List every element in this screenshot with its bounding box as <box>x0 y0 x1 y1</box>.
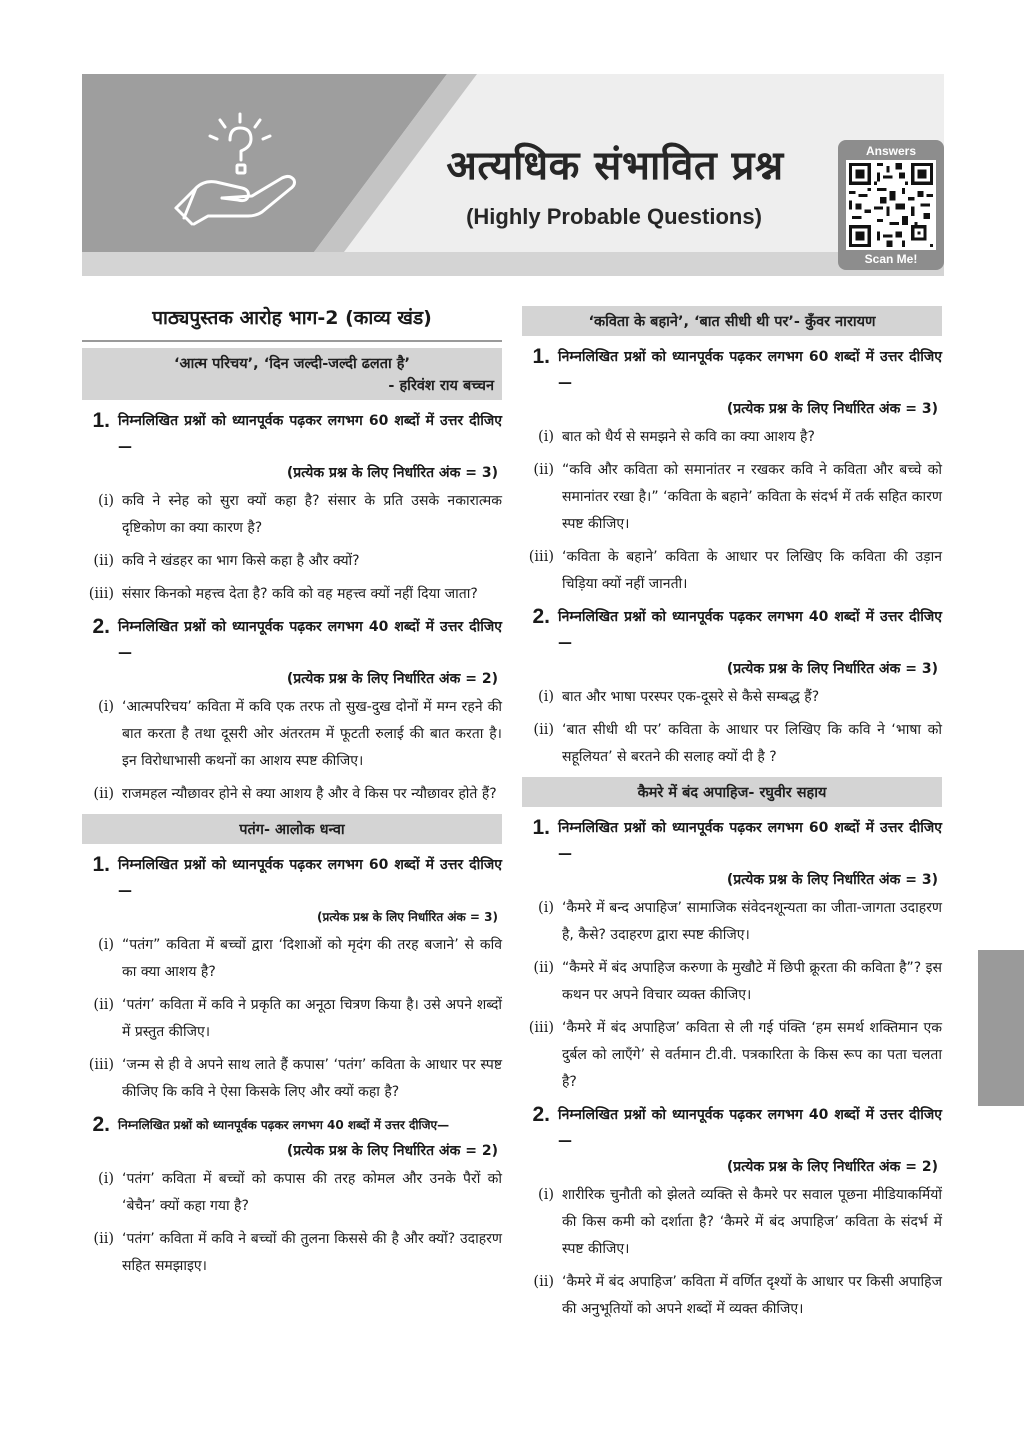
sub-text: “कैमरे में बंद अपाहिज करुणा के मुखौटे में छिपी क्रूरता की कविता है”? इस कथन पर अपने विचार व्यक्त कीजिए। <box>562 960 942 1003</box>
question-number: 2. <box>92 615 110 638</box>
question-number: 1. <box>532 345 550 368</box>
section-heading <box>82 348 502 400</box>
sub-label: (i) <box>98 493 114 509</box>
qr-top-label: Answers <box>865 144 917 158</box>
section-poet: - हरिवंश राय बच्चन <box>388 378 494 394</box>
question-block <box>522 344 942 598</box>
sub-question <box>522 895 942 949</box>
question-instruction: निम्नलिखित प्रश्नों को ध्यानपूर्वक पढ़कर लगभग 40 शब्दों में उत्तर दीजिए — <box>118 619 502 661</box>
sub-text: ‘कैमरे में बंद अपाहिज’ कविता से ली गई पंक्ति ‘हम समर्थ शक्तिमान एक दुर्बल को लाएँगे’ से वर्तमान टी.वी. पत्रकारिता के किस रूप का पता चलता है? <box>562 1020 942 1090</box>
qr-code-icon[interactable] <box>846 160 936 250</box>
sub-label: (ii) <box>93 786 114 802</box>
sub-text: ‘बात सीधी थी पर’ कविता के आधार पर लिखिए कि कवि ने ‘भाषा को सहूलियत’ से बरतने की सलाह क्यों दी है ? <box>562 722 942 765</box>
qr-bottom-label: Scan Me! <box>864 252 918 266</box>
question-instruction: निम्नलिखित प्रश्नों को ध्यानपूर्वक पढ़कर लगभग 60 शब्दों में उत्तर दीजिए — <box>118 857 502 899</box>
sub-text: “कवि और कविता को समानांतर न रखकर कवि ने कविता और बच्चे को समानांतर रखा है।” ‘कविता के बहाने’ कविता के संदर्भ में तर्क सहित कारण स्पष्ट कीजिए। <box>562 462 942 532</box>
sub-question <box>82 1166 502 1220</box>
question-number: 1. <box>532 816 550 839</box>
sub-question <box>522 1182 942 1263</box>
sub-label: (iii) <box>528 549 554 565</box>
sub-question <box>522 1015 942 1096</box>
question-instruction: निम्नलिखित प्रश्नों को ध्यानपूर्वक पढ़कर लगभग 60 शब्दों में उत्तर दीजिए— <box>558 820 942 862</box>
sub-question <box>522 955 942 1009</box>
sub-label: (i) <box>538 689 554 705</box>
section-title: ‘आत्म परिचय’, ‘दिन जल्दी-जल्दी ढलता है’ <box>173 356 411 372</box>
sub-question <box>82 781 502 808</box>
sub-question <box>82 992 502 1046</box>
sub-question <box>82 1226 502 1280</box>
section-heading <box>522 777 942 807</box>
question-block <box>522 1102 942 1323</box>
marks-note: (प्रत्येक प्रश्न के लिए निर्धारित अंक = 3) <box>726 872 938 888</box>
question-number: 2. <box>92 1113 110 1136</box>
sub-label: (ii) <box>93 553 114 569</box>
book-title: पाठ्यपुस्तक आरोह भाग-2 (काव्य खंड) <box>82 298 502 342</box>
section-title: ‘कविता के बहाने’, ‘बात सीधी थी पर’- कुँवर नारायण <box>588 314 876 330</box>
page-subtitle: (Highly Probable Questions) <box>466 204 762 229</box>
sub-label: (i) <box>538 1187 554 1203</box>
question-block <box>522 604 942 771</box>
qr-code-box[interactable] <box>838 140 944 270</box>
sub-label: (iii) <box>88 1057 114 1073</box>
question-instruction: निम्नलिखित प्रश्नों को ध्यानपूर्वक पढ़कर लगभग 60 शब्दों में उत्तर दीजिए— <box>118 413 502 455</box>
sub-label: (i) <box>538 900 554 916</box>
question-block <box>82 1112 502 1280</box>
side-tab-marker <box>978 950 1024 1106</box>
sub-question <box>522 544 942 598</box>
right-column <box>522 298 942 1329</box>
question-block <box>82 408 502 608</box>
sub-text: ‘कैमरे में बन्द अपाहिज’ सामाजिक संवेदनशून्यता का जीता-जागता उदाहरण है, कैसे? उदाहरण द्वारा स्पष्ट कीजिए। <box>562 900 942 943</box>
sub-text: कवि ने स्नेह को सुरा क्यों कहा है? संसार के प्रति उसके नकारात्मक दृष्टिकोण का क्या कारण है? <box>122 493 502 536</box>
section-heading <box>522 306 942 336</box>
question-instruction: निम्नलिखित प्रश्नों को ध्यानपूर्वक पढ़कर लगभग 60 शब्दों में उत्तर दीजिए— <box>558 349 942 391</box>
sub-label: (iii) <box>528 1020 554 1036</box>
marks-note: (प्रत्येक प्रश्न के लिए निर्धारित अंक = 3) <box>316 910 498 924</box>
question-block <box>82 852 502 1106</box>
left-column <box>82 298 502 1286</box>
sub-question <box>522 1269 942 1323</box>
hand-question-icon <box>170 110 310 230</box>
question-instruction: निम्नलिखित प्रश्नों को ध्यानपूर्वक पढ़कर लगभग 40 शब्दों में उत्तर दीजिए— <box>558 1107 942 1149</box>
marks-note: (प्रत्येक प्रश्न के लिए निर्धारित अंक = 2) <box>726 1159 938 1175</box>
sub-question <box>82 488 502 542</box>
question-number: 2. <box>532 605 550 628</box>
sub-question <box>522 424 942 451</box>
sub-question <box>82 548 502 575</box>
sub-text: “पतंग” कविता में बच्चों द्वारा ‘दिशाओं को मृदंग की तरह बजाने’ से कवि का क्या आशय है? <box>122 937 502 980</box>
sub-question <box>82 1052 502 1106</box>
sub-label: (i) <box>98 937 114 953</box>
sub-label: (i) <box>538 429 554 445</box>
sub-text: ‘पतंग’ कविता में बच्चों को कपास की तरह कोमल और उनके पैरों को ‘बेचैन’ क्यों कहा गया है? <box>122 1171 502 1214</box>
sub-text: राजमहल न्यौछावर होने से क्या आशय है और वे किस पर न्यौछावर होते हैं? <box>122 786 497 802</box>
sub-text: ‘कविता के बहाने’ कविता के आधार पर लिखिए कि कविता की उड़ान चिड़िया क्यों नहीं जानती। <box>562 549 942 592</box>
sub-text: ‘पतंग’ कविता में कवि ने बच्चों की तुलना किससे की है और क्यों? उदाहरण सहित समझाइए। <box>122 1231 502 1274</box>
sub-question <box>522 684 942 711</box>
question-instruction: निम्नलिखित प्रश्नों को ध्यानपूर्वक पढ़कर लगभग 40 शब्दों में उत्तर दीजिए— <box>118 1118 450 1132</box>
banner-bottom-strip <box>82 252 944 276</box>
sub-question <box>82 694 502 775</box>
marks-note: (प्रत्येक प्रश्न के लिए निर्धारित अंक = 3) <box>726 401 938 417</box>
sub-label: (ii) <box>93 997 114 1013</box>
question-number: 1. <box>92 853 110 876</box>
sub-question <box>522 457 942 538</box>
question-number: 2. <box>532 1103 550 1126</box>
question-block <box>82 614 502 808</box>
sub-text: कवि ने खंडहर का भाग किसे कहा है और क्यों? <box>122 553 360 569</box>
sub-text: शारीरिक चुनौती को झेलते व्यक्ति से कैमरे पर सवाल पूछना मीडियाकर्मियों की किस कमी को दर्शाता है? ‘कैमरे में बंद अपाहिज’ कविता के संदर्भ में स्पष्ट कीजिए। <box>562 1187 942 1257</box>
sub-label: (i) <box>98 1171 114 1187</box>
sub-text: संसार किनको महत्त्व देता है? कवि को वह महत्त्व क्यों नहीं दिया जाता? <box>122 586 478 602</box>
section-title: कैमरे में बंद अपाहिज- रघुवीर सहाय <box>637 785 827 801</box>
sub-label: (ii) <box>533 462 554 478</box>
sub-text: बात और भाषा परस्पर एक-दूसरे से कैसे सम्बद्ध हैं? <box>562 689 820 705</box>
sub-text: ‘कैमरे में बंद अपाहिज’ कविता में वर्णित दृश्यों के आधार पर किसी अपाहिज की अनुभूतियों को अपने शब्दों में व्यक्त कीजिए। <box>562 1274 942 1317</box>
question-block <box>522 815 942 1096</box>
section-heading <box>82 814 502 844</box>
sub-label: (ii) <box>533 960 554 976</box>
page-title: अत्यधिक संभावित प्रश्न <box>446 143 784 189</box>
question-instruction: निम्नलिखित प्रश्नों को ध्यानपूर्वक पढ़कर लगभग 40 शब्दों में उत्तर दीजिए— <box>558 609 942 651</box>
sub-question <box>82 581 502 608</box>
header-banner <box>82 74 944 276</box>
marks-note: (प्रत्येक प्रश्न के लिए निर्धारित अंक = 3) <box>286 465 498 481</box>
section-title: पतंग- आलोक धन्वा <box>239 822 345 838</box>
sub-question <box>522 717 942 771</box>
sub-label: (iii) <box>88 586 114 602</box>
sub-label: (ii) <box>533 1274 554 1290</box>
sub-text: बात को धैर्य से समझने से कवि का क्या आशय है? <box>562 429 815 445</box>
marks-note: (प्रत्येक प्रश्न के लिए निर्धारित अंक = 2) <box>286 671 498 687</box>
sub-text: ‘जन्म से ही वे अपने साथ लाते हैं कपास’ ‘पतंग’ कविता के आधार पर स्पष्ट कीजिए कि कवि ने ऐसा किसके लिए और क्यों कहा है? <box>122 1057 502 1100</box>
sub-question <box>82 932 502 986</box>
marks-note: (प्रत्येक प्रश्न के लिए निर्धारित अंक = 2) <box>286 1143 498 1159</box>
sub-text: ‘आत्मपरिचय’ कविता में कवि एक तरफ तो सुख-दुख दोनों में मग्न रहने की बात करता है तथा दूसरी ओर अंतरतम में फूटती रुलाई की बात करता है। इन विरोधाभासी कथनों का आशय स्पष्ट कीजिए। <box>122 699 502 769</box>
sub-label: (ii) <box>533 722 554 738</box>
sub-label: (ii) <box>93 1231 114 1247</box>
question-number: 1. <box>92 409 110 432</box>
sub-text: ‘पतंग’ कविता में कवि ने प्रकृति का अनूठा चित्रण किया है। उसे अपने शब्दों में प्रस्तुत कीजिए। <box>122 997 502 1040</box>
marks-note: (प्रत्येक प्रश्न के लिए निर्धारित अंक = 3) <box>726 661 938 677</box>
sub-label: (i) <box>98 699 114 715</box>
